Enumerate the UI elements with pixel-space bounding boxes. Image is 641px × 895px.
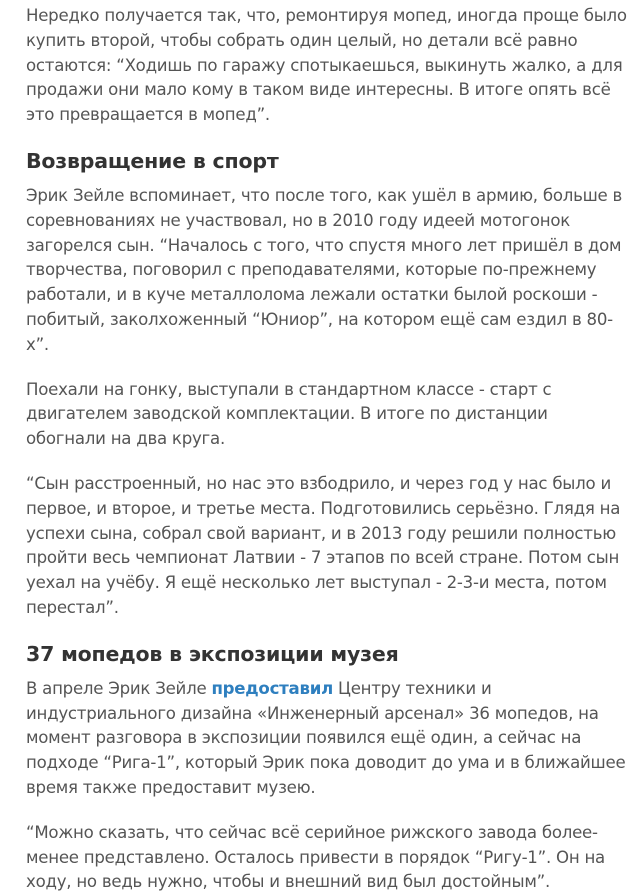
section-heading-museum-mopeds: 37 мопедов в экспозиции музея	[26, 641, 399, 666]
section-heading-return-to-sport: Возвращение в спорт	[26, 148, 279, 173]
quote-paragraph: “Можно сказать, что сейчас всё серийное рижского завода более-менее представлено. Осталось привести в порядок “Ригу-1”. Он на ходу, но ведь нужно, чтобы и внешний вид был достойным”.	[26, 822, 605, 892]
paragraph: Поехали на гонку, выступали в стандартном классе - старт с двигателем заводской комплектации. В итоге по дистанции обогнали на два круга.	[26, 379, 552, 449]
paragraph: Эрик Зейле вспоминает, что после того, как ушёл в армию, больше в соревнованиях не участвовал, но в 2010 году идеей мотогонок загорелся сын. “Началось с того, что спустя много лет пришёл в дом творчества, поговорил с преподавателями, которые по-прежнему работали, и в куче металлолома лежали остатки былой роскоши - побитый, заколхоженный “Юниор”, на котором ещё сам ездил в 80-х”.	[26, 185, 623, 354]
paragraph-text: В апреле Эрик Зейле	[26, 678, 212, 698]
paragraph-text: Центру техники и индустриального дизайна «Инженерный арсенал» 36 мопедов, на момент разговора в экспозиции появился ещё один, а сейчас на подходе “Рига-1”, который Эрик пока доводит до ума и в ближайшее время также предоставит музею.	[26, 678, 626, 797]
paragraph: “Сын расстроенный, но нас это взбодрило, и через год у нас было и первое, и второе, и третье места. Подготовились серьёзно. Глядя на успехи сына, собрал свой вариант, и в 2013 году решили полностью пройти весь чемпионат Латвии - 7 этапов по всей стране. Потом сын уехал на учёбу. Я ещё несколько лет выступал - 2-3-и места, потом перестал”.	[26, 473, 621, 617]
provided-link[interactable]: предоставил	[211, 678, 334, 698]
paragraph-with-link	[26, 677, 629, 801]
intro-paragraph: Нередко получается так, что, ремонтируя мопед, иногда проще было купить второй, чтобы собрать один целый, но детали всё равно остаются: “Ходишь по гаражу спотыкаешься, выкинуть жалко, а для продажи они мало кому в таком виде интересны. В итоге опять всё это превращается в мопед”.	[26, 6, 627, 125]
